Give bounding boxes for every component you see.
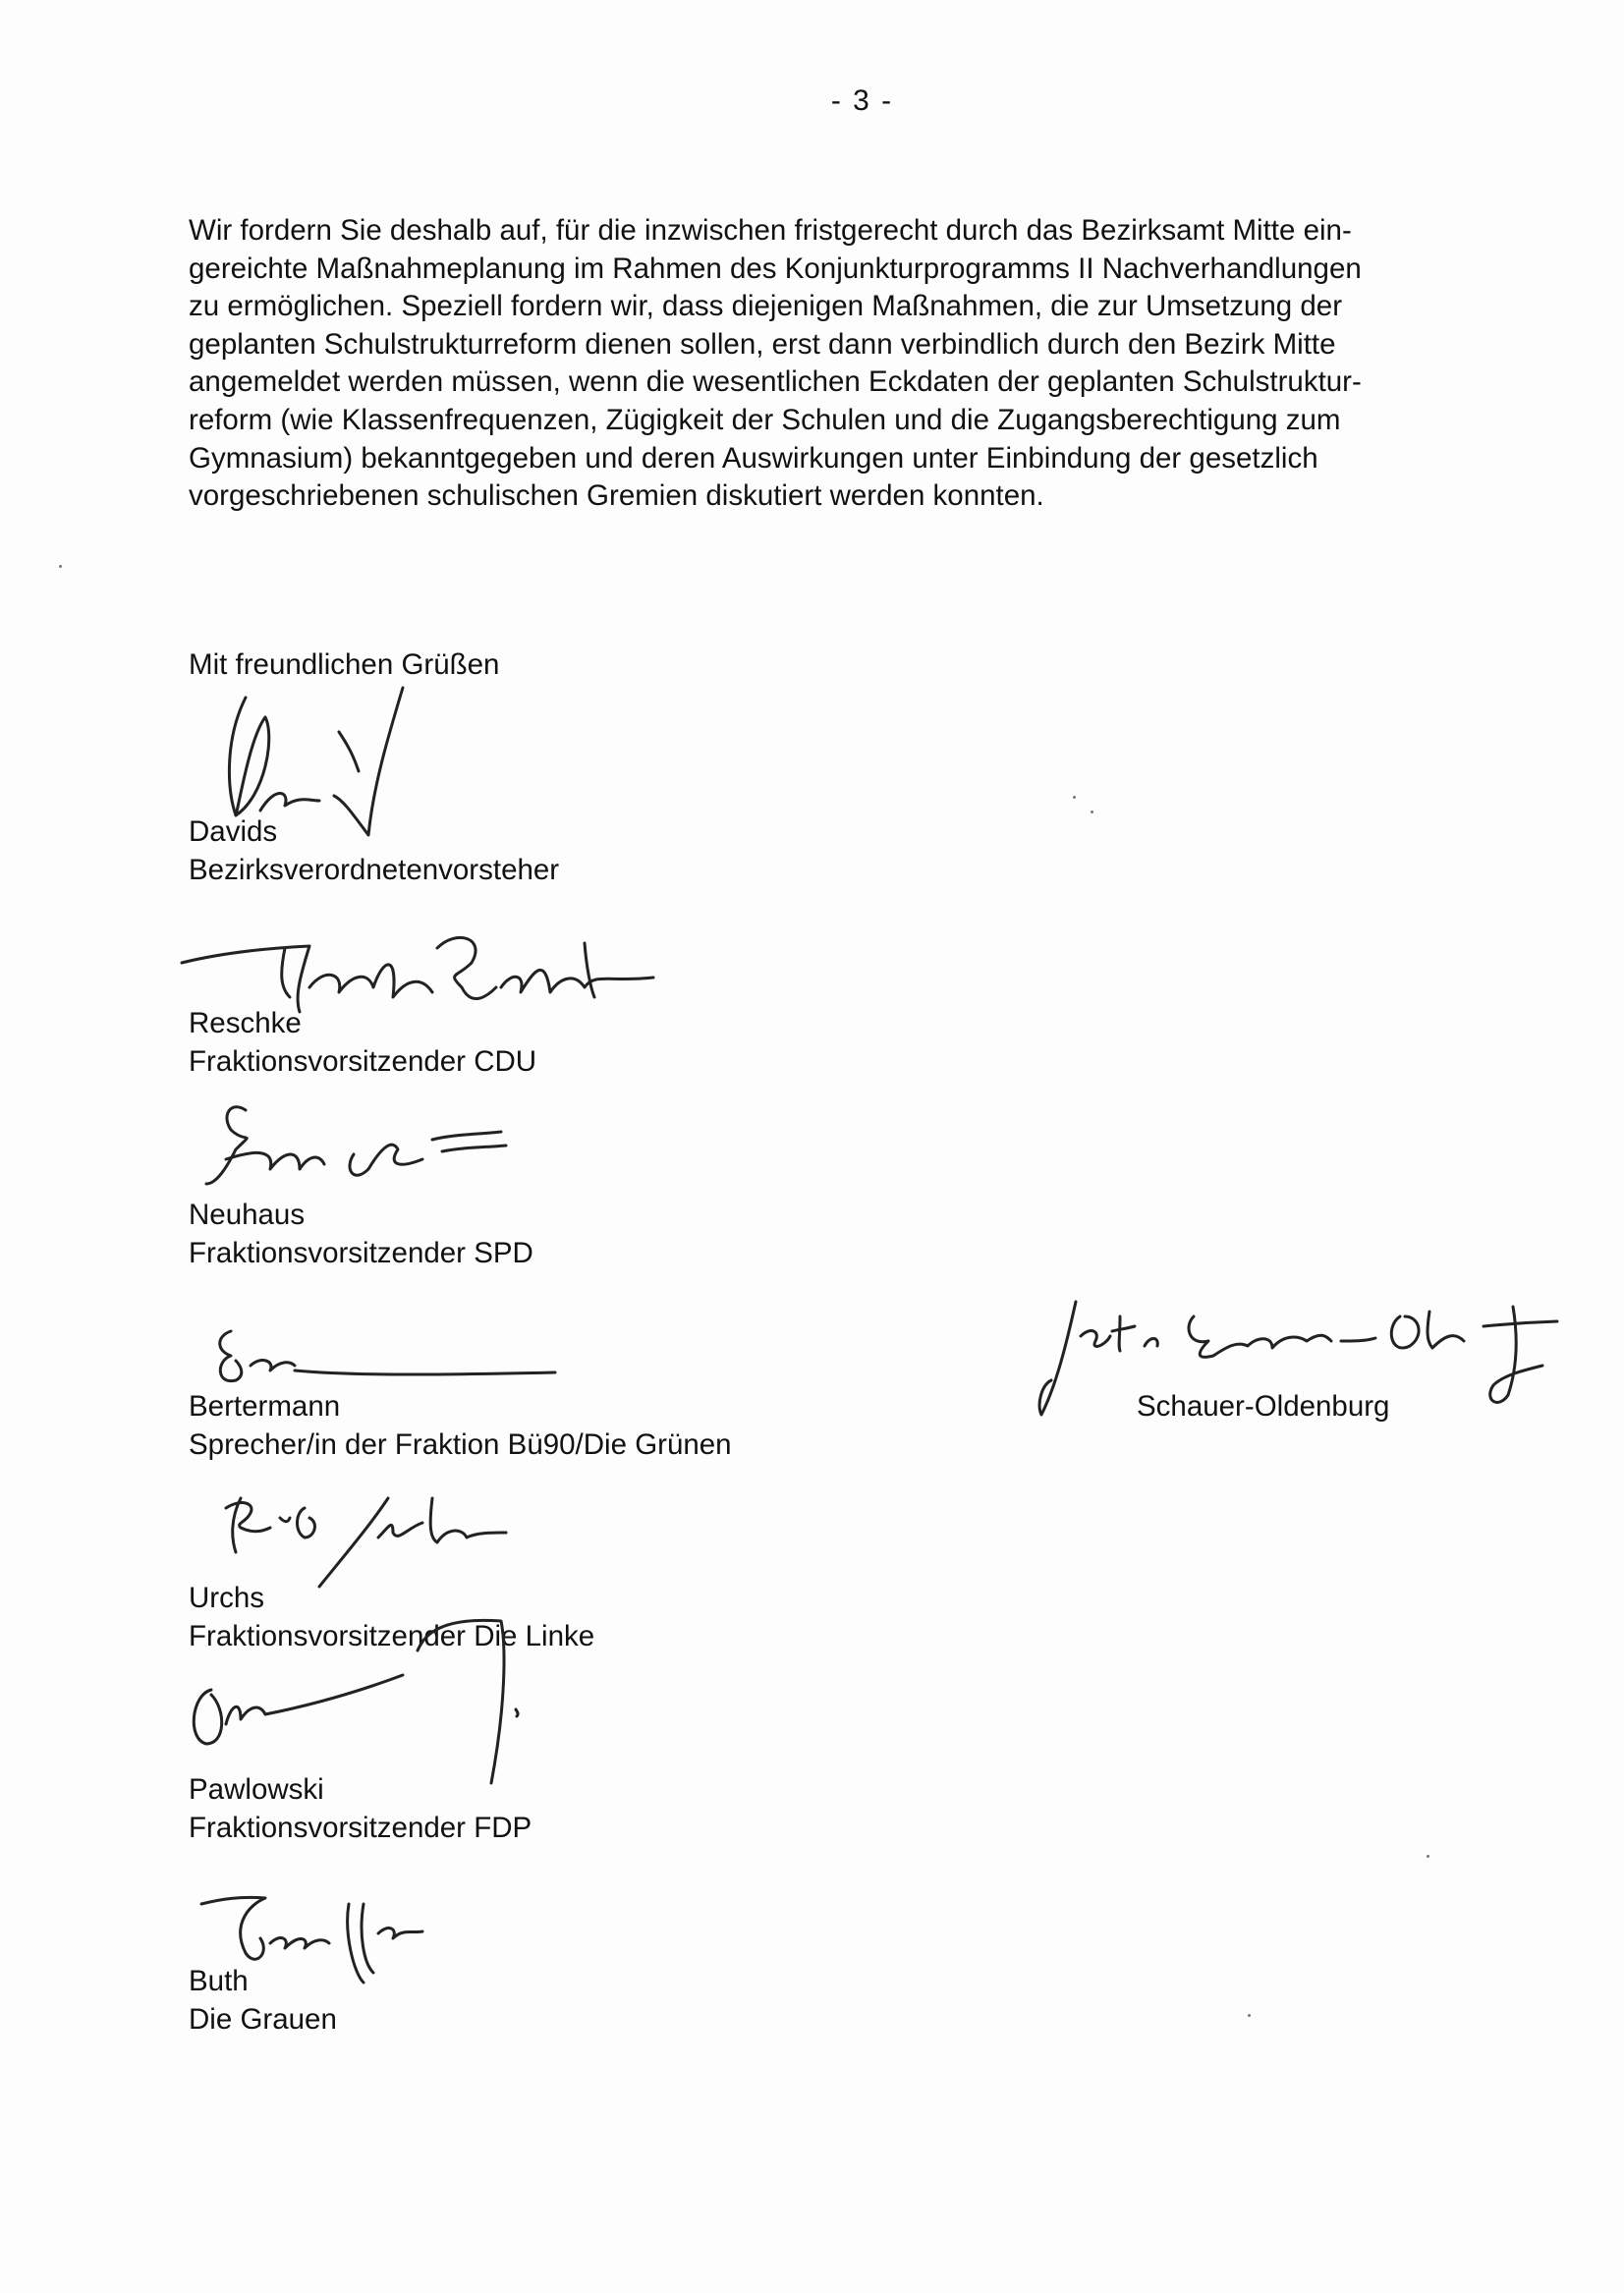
signer-name: Davids xyxy=(189,815,278,848)
signer-role: Sprecher/in der Fraktion Bü90/Die Grünen xyxy=(189,1427,732,1461)
scan-speck xyxy=(1073,796,1076,799)
body-line: angemeldet werden müssen, wenn die wesentlichen Eckdaten der geplanten Schulstruktur- xyxy=(189,365,1362,399)
signer-reschke xyxy=(189,1005,536,1081)
signer-name: Reschke xyxy=(189,1007,302,1039)
signer-schauer-oldenburg xyxy=(1137,1388,1389,1426)
page-number: - 3 - xyxy=(830,84,894,117)
signer-role: Fraktionsvorsitzender CDU xyxy=(189,1044,537,1078)
body-paragraph xyxy=(189,212,1544,516)
body-line: gereichte Maßnahmeplanung im Rahmen des Konjunkturprogramms II Nachverhandlungen xyxy=(189,252,1362,285)
signature-pawlowski xyxy=(167,1596,550,1793)
signature-neuhaus xyxy=(187,1091,521,1199)
signer-name: Schauer-Oldenburg xyxy=(1137,1390,1390,1423)
body-line: zu ermöglichen. Speziell fordern wir, dass diejenigen Maßnahmen, die zur Umsetzung der xyxy=(189,290,1343,323)
signer-name: Urchs xyxy=(189,1582,265,1614)
scan-speck xyxy=(1248,2014,1251,2017)
signer-role: Bezirksverordnetenvorsteher xyxy=(189,853,560,886)
scan-speck xyxy=(59,565,62,568)
signer-neuhaus xyxy=(189,1197,533,1272)
signer-name: Neuhaus xyxy=(189,1199,306,1231)
signer-role: Fraktionsvorsitzender SPD xyxy=(189,1236,533,1269)
scan-speck xyxy=(1427,1855,1429,1858)
signer-name: Bertermann xyxy=(189,1390,341,1423)
closing-salutation: Mit freundlichen Grüßen xyxy=(189,648,500,681)
signer-bertermann xyxy=(189,1388,732,1464)
scan-speck xyxy=(1091,811,1093,813)
signature-urchs xyxy=(211,1479,535,1596)
signer-name: Buth xyxy=(189,1965,249,1997)
signer-name: Pawlowski xyxy=(189,1773,324,1806)
signer-buth xyxy=(189,1963,337,2039)
signer-role: Die Grauen xyxy=(189,2002,337,2036)
signer-davids xyxy=(189,813,559,889)
signer-pawlowski xyxy=(189,1771,532,1847)
body-line: Wir fordern Sie deshalb auf, für die inzwischen fristgerecht durch das Bezirksamt Mitte ein- xyxy=(189,214,1352,247)
body-line: vorgeschriebenen schulischen Gremien diskutiert werden konnten. xyxy=(189,479,1044,513)
signer-role: Fraktionsvorsitzender Die Linke xyxy=(189,1619,595,1652)
body-line: reform (wie Klassenfrequenzen, Zügigkeit der Schulen und die Zugangsberechtigung zum xyxy=(189,403,1341,436)
body-line: geplanten Schulstrukturreform dienen sollen, erst dann verbindlich durch den Bezirk Mitte xyxy=(189,327,1336,361)
signer-role: Fraktionsvorsitzender FDP xyxy=(189,1811,532,1844)
body-line: Gymnasium) bekanntgegeben und deren Auswirkungen unter Einbindung der gesetzlich xyxy=(189,441,1318,475)
